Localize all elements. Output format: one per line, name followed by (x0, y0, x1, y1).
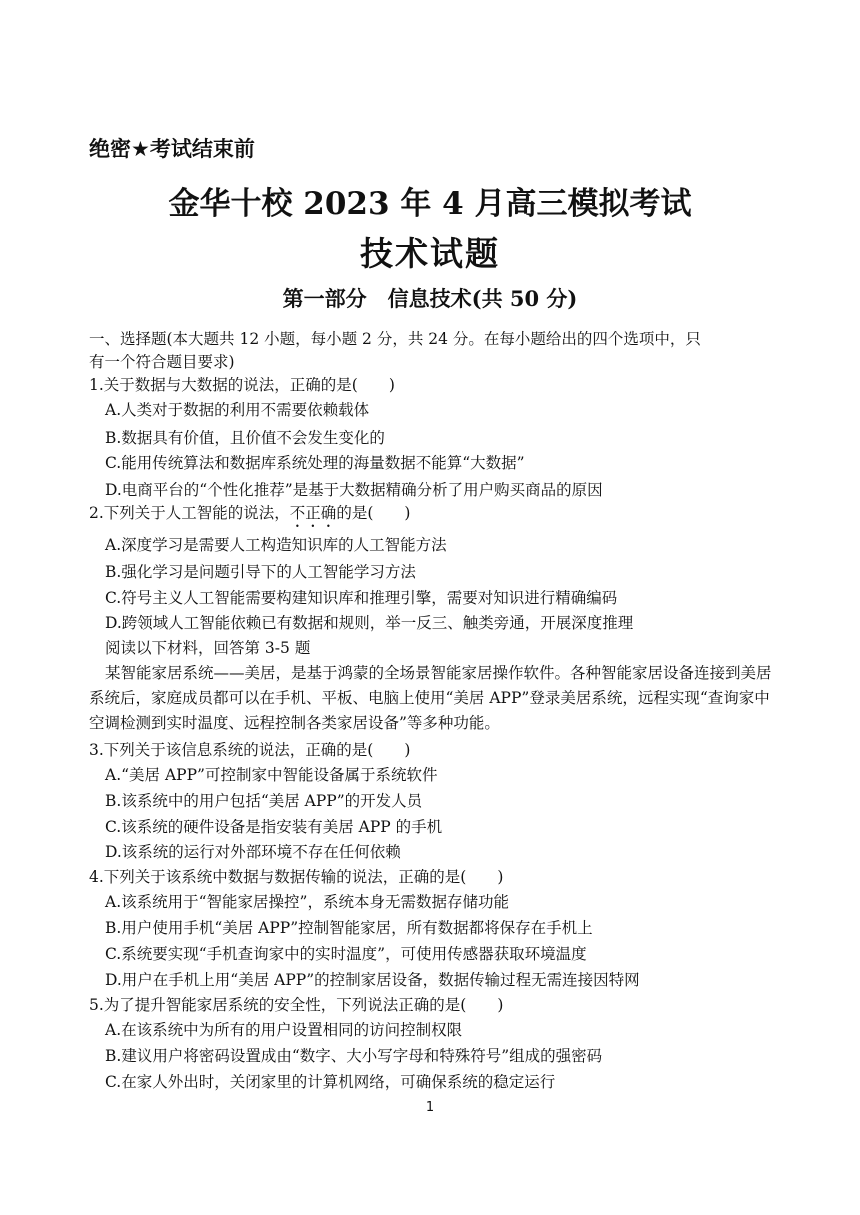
question-5-stem: 5.为了提升智能家居系统的安全性，下列说法正确的是( ) (89, 996, 504, 1014)
question-1-option-b: B.数据具有价值，且价值不会发生变化的 (105, 429, 385, 447)
question-4-option-b: B.用户使用手机“美居 APP”控制智能家居，所有数据都将保存在手机上 (105, 919, 593, 937)
question-2-option-d: D.跨领域人工智能依赖已有数据和规则，举一反三、触类旁通，开展深度推理 (105, 614, 634, 632)
question-1-option-c: C.能用传统算法和数据库系统处理的海量数据不能算“大数据” (105, 454, 525, 472)
question-1-option-a: A.人类对于数据的利用不需要依赖载体 (105, 401, 370, 419)
question-3-option-a: A.“美居 APP”可控制家中智能设备属于系统软件 (105, 766, 438, 784)
exam-subtitle: 技术试题 (360, 234, 500, 273)
question-2-stem (89, 503, 410, 531)
question-3-option-c: C.该系统的硬件设备是指安装有美居 APP 的手机 (105, 818, 443, 836)
question-4-option-a: A.该系统用于“智能家居操控”，系统本身无需数据存储功能 (105, 893, 509, 911)
question-2-stem-emphasis: 不正确 (289, 504, 337, 522)
confidential-mark: 绝密★考试结束前 (89, 137, 255, 161)
question-1-stem: 1.关于数据与大数据的说法，正确的是( ) (89, 376, 395, 394)
question-2-option-c: C.符号主义人工智能需要构建知识库和推理引擎，需要对知识进行精确编码 (105, 589, 618, 607)
question-4-option-c: C.系统要实现“手机查询家中的实时温度”，可使用传感器获取环境温度 (105, 945, 587, 963)
question-2-stem-after: 的是( ) (336, 504, 411, 522)
question-4-option-d: D.用户在手机上用“美居 APP”的控制家居设备，数据传输过程无需连接因特网 (105, 971, 640, 989)
exam-title: 金华十校 2023 年 4 月高三模拟考试 (168, 186, 692, 222)
question-3-stem: 3.下列关于该信息系统的说法，正确的是( ) (89, 741, 411, 759)
question-3-option-b: B.该系统中的用户包括“美居 APP”的开发人员 (105, 792, 423, 810)
question-5-option-b: B.建议用户将密码设置成由“数字、大小写字母和特殊符号”组成的强密码 (105, 1047, 603, 1065)
question-1-option-d: D.电商平台的“个性化推荐”是基于大数据精确分析了用户购买商品的原因 (105, 481, 603, 499)
page-number: 1 (425, 1100, 435, 1115)
question-2-stem-before: 2.下列关于人工智能的说法， (89, 504, 290, 522)
question-5-option-c: C.在家人外出时，关闭家里的计算机网络，可确保系统的稳定运行 (105, 1073, 556, 1091)
part-heading: 第一部分 信息技术(共 50 分) (282, 286, 578, 311)
section-instructions-line2: 有一个符合题目要求) (89, 353, 235, 371)
question-2-option-a: A.深度学习是需要人工构造知识库的人工智能方法 (105, 536, 447, 554)
question-4-stem: 4.下列关于该系统中数据与数据传输的说法，正确的是( ) (89, 868, 504, 886)
reading-intro: 阅读以下材料，回答第 3-5 题 (105, 639, 311, 657)
reading-passage: 某智能家居系统——美居，是基于鸿蒙的全场景智能家居操作软件。各种智能家居设备连接到美居系统后，家庭成员都可以在手机、平板、电脑上使用“美居 APP”登录美居系统，远程实现“查询家中空调检测到实时温度、远程控制各类家居设备”等多种功能。 (89, 664, 772, 732)
question-5-option-a: A.在该系统中为所有的用户设置相同的访问控制权限 (105, 1021, 463, 1039)
section-instructions-line1: 一、选择题(本大题共 12 小题，每小题 2 分，共 24 分。在每小题给出的四个选项中，只 (89, 330, 701, 348)
question-2-option-b: B.强化学习是问题引导下的人工智能学习方法 (105, 563, 416, 581)
question-3-option-d: D.该系统的运行对外部环境不存在任何依赖 (105, 843, 401, 861)
